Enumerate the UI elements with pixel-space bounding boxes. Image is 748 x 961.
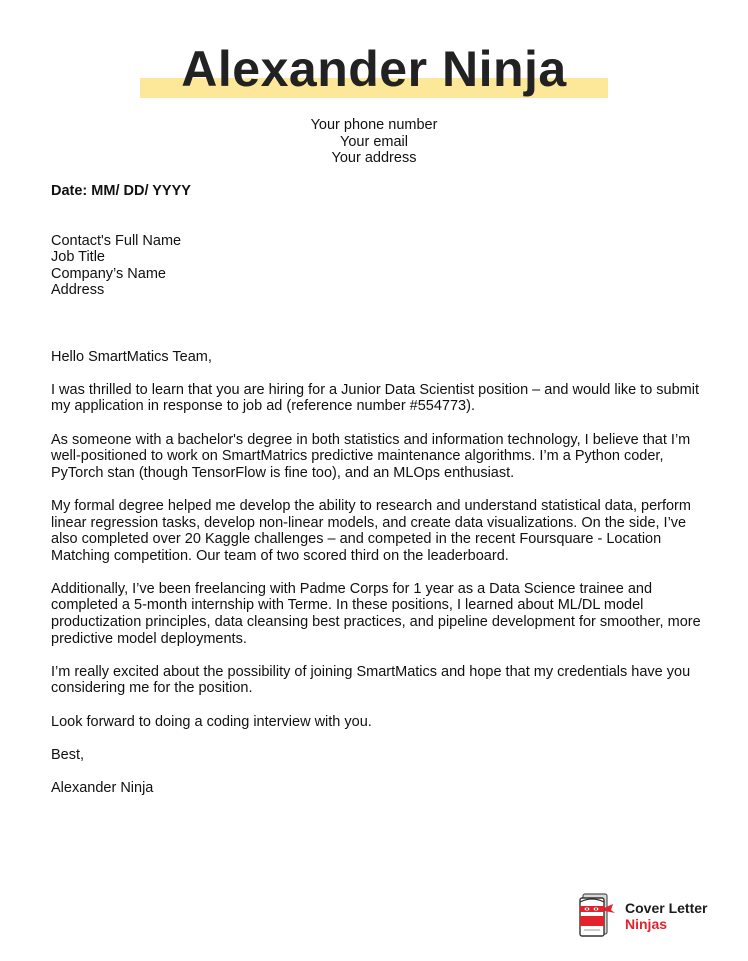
recipient-company: Company’s Name [51,265,166,282]
contact-block [0,117,748,167]
recipient-address: Address [51,282,105,299]
brand-wordmark [625,900,707,932]
letter-paragraph: I’m really excited about the possibility of joining SmartMatics and hope that my credentials have you considering me for the position. [51,663,691,697]
letter-paragraph: Additionally, I’ve been freelancing with Padme Corps for 1 year as a Data Science trainee and completed a 5-month internship with Terme. In these positions, I learned about ML/DL model productization principles, data cleansing best practices, and pipeline development for smoother, more predictive model deployments. [51,580,701,647]
brand-line-2: Ninjas [625,916,668,932]
brand-line-1: Cover Letter [625,900,708,916]
letter-paragraph: Look forward to doing a coding interview with you. [51,713,372,730]
recipient-job-title: Job Title [51,249,105,266]
letter-header [0,38,748,102]
brand-logo [575,890,725,938]
contact-address: Your address [331,150,417,167]
contact-phone: Your phone number [310,117,438,133]
letter-paragraph: My formal degree helped me develop the ability to research and understand statistical data, perform linear regression tasks, develop non-linear models, and create data visualizations. On the side, I’ve also completed over 20 Kaggle challenges – and competed in the recent Foursquare - Location Matching competition. Our team of two scored third on the leaderboard. [51,497,691,564]
ninja-mascot-icon [575,890,619,938]
contact-email: Your email [340,133,408,150]
applicant-name: Alexander Ninja [181,41,567,97]
letter-paragraph: I was thrilled to learn that you are hiring for a Junior Data Scientist position – and would like to submit my application in response to job ad (reference number #554773). [51,381,700,415]
letter-greeting: Hello SmartMatics Team, [51,348,212,365]
letter-closing: Best, [51,746,85,763]
letter-signature: Alexander Ninja [51,780,154,796]
letter-paragraph: As someone with a bachelor's degree in both statistics and information technology, I believe that I’m well-positioned to work on SmartMatrics predictive maintenance algorithms. I’m a Python coder, PyTorch stan (though TensorFlow is fine too), and an MLOps enthusiast. [51,431,691,481]
letter-date: Date: MM/ DD/ YYYY [51,183,191,199]
recipient-full-name: Contact's Full Name [51,232,182,249]
letter-body [51,183,711,813]
